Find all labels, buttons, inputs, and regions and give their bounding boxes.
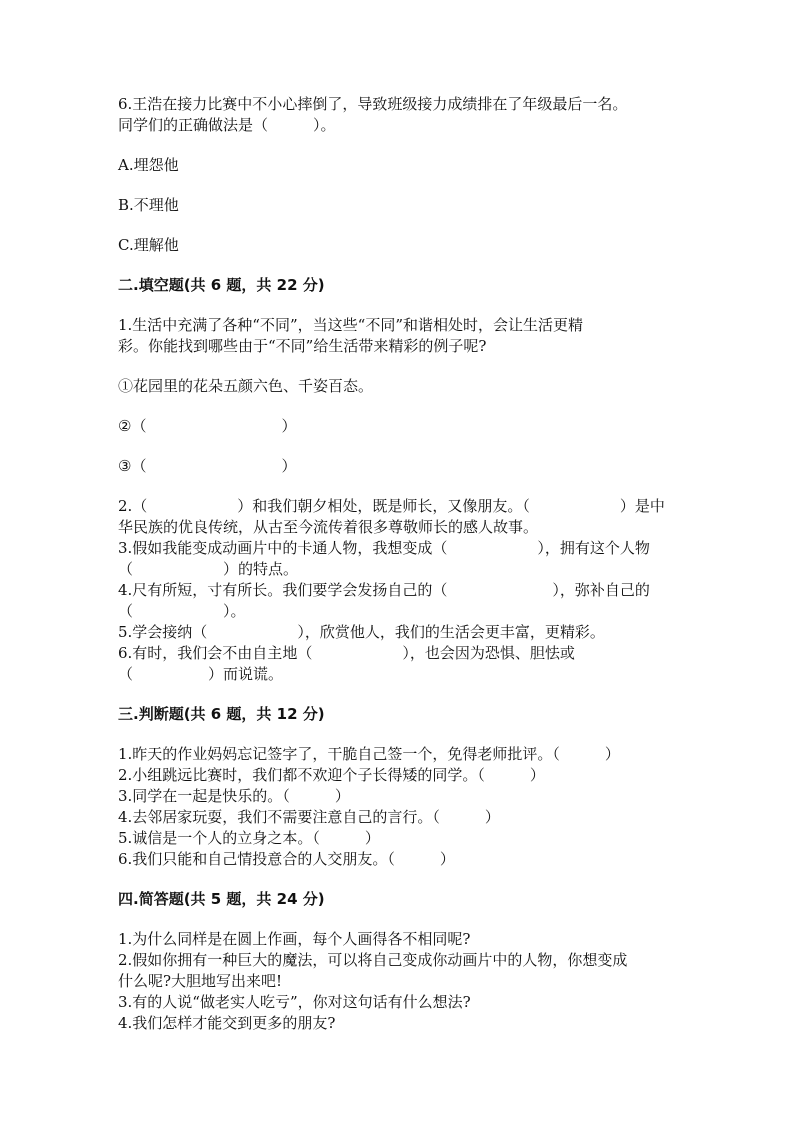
list-item: 1.为什么同样是在圆上作画，每个人画得各不相同呢? bbox=[118, 930, 471, 948]
question-text: 4.尺有所短，寸有所长。我们要学会发扬自己的（ ），弥补自己的 bbox=[118, 581, 650, 599]
question-text: 彩。你能找到哪些由于“不同”给生活带来精彩的例子呢? bbox=[118, 337, 487, 355]
example-1: ①花园里的花朵五颜六色、千姿百态。 bbox=[118, 377, 374, 395]
question-text: 6.有时，我们会不由自主地（ ），也会因为恐惧、胆怯或 bbox=[118, 644, 575, 662]
list-item: 什么呢?大胆地写出来吧! bbox=[118, 972, 283, 990]
question-text: 6.王浩在接力比赛中不小心摔倒了，导致班级接力成绩排在了年级最后一名。 bbox=[118, 95, 628, 113]
list-item: 3.同学在一起是快乐的。（ ） bbox=[118, 787, 350, 805]
list-item: 2.小组跳远比赛时，我们都不欢迎个子长得矮的同学。（ ） bbox=[118, 766, 545, 784]
section-2-title: 二.填空题(共 6 题，共 22 分) bbox=[118, 276, 325, 294]
fill-question-1 bbox=[118, 315, 678, 357]
list-item: 4.我们怎样才能交到更多的朋友? bbox=[118, 1014, 336, 1032]
question-text: 3.假如我能变成动画片中的卡通人物，我想变成（ ），拥有这个人物 bbox=[118, 539, 650, 557]
exam-page bbox=[118, 94, 678, 1034]
question-text: 2.（ ）和我们朝夕相处，既是师长，又像朋友。（ ）是中 bbox=[118, 497, 665, 515]
option-a: A.埋怨他 bbox=[118, 156, 179, 174]
question-text: 5.学会接纳（ ），欣赏他人，我们的生活会更丰富，更精彩。 bbox=[118, 623, 605, 641]
example-3-blank: ③（ ） bbox=[118, 457, 297, 475]
short-answer-list bbox=[118, 929, 678, 1034]
list-item: 2.假如你拥有一种巨大的魔法，可以将自己变成你动画片中的人物，你想变成 bbox=[118, 951, 628, 969]
option-c: C.理解他 bbox=[118, 236, 179, 254]
question-6-multiple-choice bbox=[118, 94, 678, 136]
example-2-blank: ②（ ） bbox=[118, 417, 297, 435]
question-text: （ ）的特点。 bbox=[118, 560, 299, 578]
list-item: 4.去邻居家玩耍，我们不需要注意自己的言行。（ ） bbox=[118, 808, 500, 826]
section-3-title: 三.判断题(共 6 题，共 12 分) bbox=[118, 705, 325, 723]
question-text: 同学们的正确做法是（ ）。 bbox=[118, 116, 336, 134]
question-text: （ ）而说谎。 bbox=[118, 665, 284, 683]
list-item: 3.有的人说“做老实人吃亏”，你对这句话有什么想法? bbox=[118, 993, 471, 1011]
question-text: 1.生活中充满了各种“不同”，当这些“不同”和谐相处时，会让生活更精 bbox=[118, 316, 583, 334]
question-text: 华民族的优良传统，从古至今流传着很多尊敬师长的感人故事。 bbox=[118, 518, 539, 536]
section-4-title: 四.简答题(共 5 题，共 24 分) bbox=[118, 890, 325, 908]
list-item: 5.诚信是一个人的立身之本。（ ） bbox=[118, 829, 380, 847]
fill-questions-2-6 bbox=[118, 496, 678, 685]
true-false-list bbox=[118, 744, 678, 870]
list-item: 1.昨天的作业妈妈忘记签字了，干脆自己签一个，免得老师批评。（ ） bbox=[118, 745, 620, 763]
option-b: B.不理他 bbox=[118, 196, 179, 214]
list-item: 6.我们只能和自己情投意合的人交朋友。（ ） bbox=[118, 850, 455, 868]
question-text: （ ）。 bbox=[118, 602, 246, 620]
